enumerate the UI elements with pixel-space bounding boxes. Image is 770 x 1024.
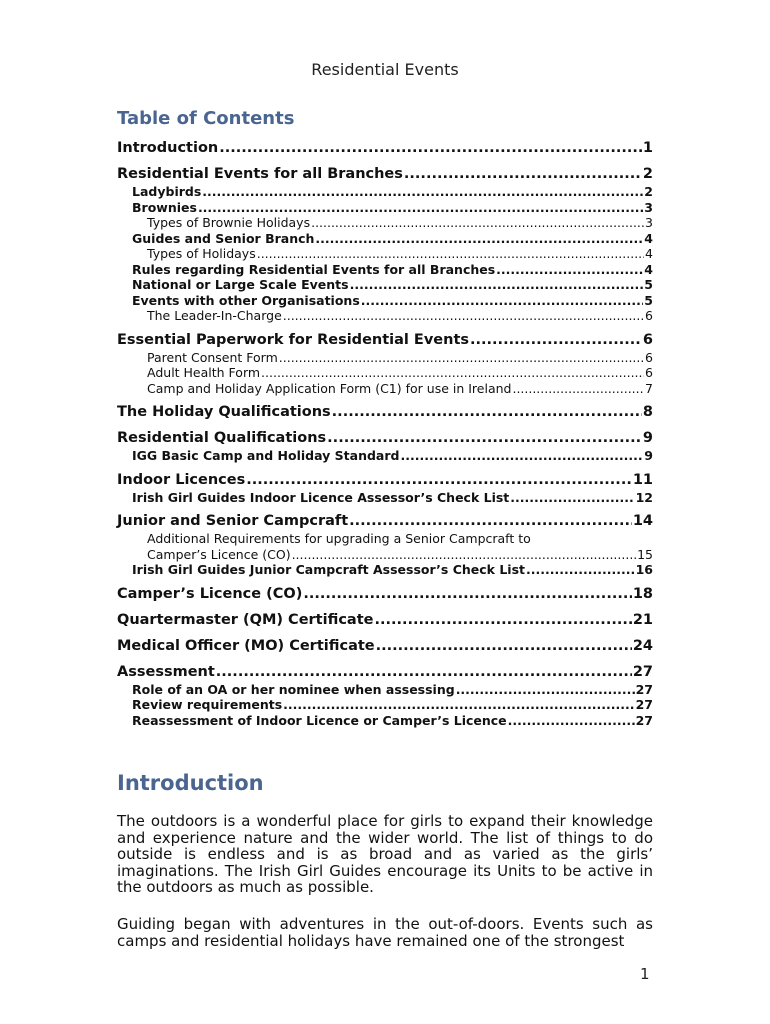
toc-entry-title: Parent Consent Form [147, 349, 278, 365]
toc-entry[interactable] [117, 531, 653, 562]
toc-leader-dots [456, 682, 635, 698]
toc-leader-dots [246, 471, 632, 490]
toc-entry[interactable] [117, 200, 653, 216]
toc-leader-dots [219, 139, 642, 158]
toc-entry[interactable] [117, 293, 653, 309]
toc-entry-page: 4 [644, 230, 653, 246]
toc-entry[interactable] [117, 512, 653, 531]
toc-entry-page: 7 [645, 380, 653, 396]
toc-leader-dots [512, 381, 644, 397]
toc-entry-page: 3 [645, 215, 653, 230]
introduction-heading: Introduction [117, 771, 264, 795]
toc-entry[interactable] [117, 246, 653, 262]
toc-entry-page: 4 [644, 261, 653, 277]
toc-leader-dots [292, 547, 637, 563]
toc-leader-dots [257, 246, 644, 262]
toc-entry-title: Events with other Organisations [132, 292, 360, 308]
toc-leader-dots [508, 713, 635, 729]
toc-entry-page: 12 [635, 489, 653, 505]
toc-leader-dots [350, 277, 644, 293]
toc-entry-page: 6 [645, 349, 653, 365]
toc-entry-title: Essential Paperwork for Residential Events [117, 331, 470, 348]
toc-leader-dots [327, 429, 642, 448]
toc-leader-dots [315, 231, 643, 247]
toc-entry-page: 5 [644, 277, 653, 292]
toc-entry-title: IGG Basic Camp and Holiday Standard [132, 448, 400, 463]
toc-leader-dots [332, 403, 642, 422]
toc-entry-page: 9 [642, 430, 653, 446]
toc-title: Table of Contents [117, 108, 295, 129]
toc-entry-page: 14 [632, 513, 653, 529]
toc-entry[interactable] [117, 331, 653, 350]
toc-entry-page: 11 [632, 471, 653, 488]
toc-entry-page: 16 [635, 562, 653, 577]
toc-entry-page: 24 [632, 637, 653, 654]
toc-entry[interactable] [117, 365, 653, 381]
toc-entry-title: Types of Holidays [147, 246, 256, 261]
toc-leader-dots [470, 331, 642, 350]
toc-entry-page: 5 [644, 292, 653, 308]
toc-entry[interactable] [117, 350, 653, 366]
toc-entry-title: Review requirements [132, 697, 283, 712]
toc-entry-title: Residential Events for all Branches [117, 166, 403, 182]
toc-entry-title: Brownies [132, 199, 197, 215]
toc-entry[interactable] [117, 448, 653, 464]
toc-entry-title: Reassessment of Indoor Licence or Camper’s Licence [132, 712, 507, 728]
toc-entry-title: Guides and Senior Branch [132, 230, 315, 246]
toc-leader-dots [303, 585, 631, 604]
toc-entry-page: 6 [645, 308, 653, 323]
introduction-paragraph-continued: Guiding began with adventures in the out-of-doors. Events such as camps and residential holidays have remained one of the strongest [117, 915, 653, 950]
toc-leader-dots [496, 262, 643, 278]
running-header: Residential Events [311, 60, 459, 79]
toc-entry-page: 27 [635, 681, 653, 697]
toc-entry-page: 1 [642, 140, 653, 156]
toc-entry-title-line1: Additional Requirements for upgrading a Senior Campcraft to [147, 531, 531, 546]
toc-entry[interactable] [117, 637, 653, 656]
toc-leader-dots [526, 562, 635, 578]
toc-leader-dots [311, 215, 644, 231]
toc-entry-title: Quartermaster (QM) Certificate [117, 611, 374, 628]
toc-leader-dots [510, 490, 634, 506]
toc-entry-page: 4 [645, 246, 653, 261]
toc-entry[interactable] [117, 697, 653, 713]
toc-entry-title: Adult Health Form [147, 365, 261, 380]
toc-entry-title: Camper’s Licence (CO) [147, 546, 291, 562]
toc-entry[interactable] [117, 429, 653, 448]
toc-entry-title: Camp and Holiday Application Form (C1) for use in Ireland [147, 380, 512, 396]
toc-entry-title: Indoor Licences [117, 471, 246, 488]
toc-entry-page: 8 [642, 404, 653, 420]
toc-entry[interactable] [117, 165, 653, 184]
toc-entry[interactable] [117, 471, 653, 490]
toc-entry[interactable] [117, 663, 653, 682]
toc-entry-title: Irish Girl Guides Indoor Licence Assessor’s Check List [132, 489, 510, 505]
toc-entry-page: 27 [632, 663, 653, 680]
toc-entry[interactable] [117, 139, 653, 158]
toc-entry-title: Rules regarding Residential Events for all Branches [132, 261, 496, 277]
toc-entry[interactable] [117, 381, 653, 397]
toc-entry-page: 27 [635, 712, 653, 728]
toc-entry-title: Irish Girl Guides Junior Campcraft Assessor’s Check List [132, 562, 526, 577]
toc-entry[interactable] [117, 562, 653, 578]
toc-entry-page: 6 [645, 365, 653, 380]
toc-entry-title: Residential Qualifications [117, 430, 327, 446]
toc-leader-dots [279, 350, 644, 366]
toc-leader-dots [400, 448, 643, 464]
toc-leader-dots [216, 663, 632, 682]
toc-entry-page: 3 [644, 199, 653, 215]
toc-entry-page: 6 [642, 331, 653, 348]
toc-entry[interactable] [117, 184, 653, 200]
toc-entry-page: 2 [642, 166, 653, 182]
toc-entry[interactable] [117, 490, 653, 506]
toc-entry[interactable] [117, 262, 653, 278]
toc-entry[interactable] [117, 403, 653, 422]
toc-entry-title: The Holiday Qualifications [117, 404, 331, 420]
table-of-contents [117, 139, 653, 728]
toc-entry[interactable] [117, 308, 653, 324]
toc-leader-dots [283, 308, 644, 324]
toc-entry-page: 9 [644, 448, 653, 463]
toc-entry-title: Introduction [117, 140, 219, 156]
toc-entry[interactable] [117, 277, 653, 293]
toc-leader-dots [361, 293, 644, 309]
toc-entry-title: Ladybirds [132, 184, 202, 199]
toc-leader-dots [404, 165, 642, 184]
toc-entry-title: Medical Officer (MO) Certificate [117, 637, 375, 654]
toc-entry-title: Assessment [117, 663, 215, 680]
toc-leader-dots [202, 184, 643, 200]
toc-entry-page: 27 [635, 697, 653, 712]
toc-leader-dots [376, 637, 632, 656]
toc-entry[interactable] [117, 611, 653, 630]
toc-leader-dots [198, 200, 643, 216]
toc-entry-title: The Leader-In-Charge [147, 308, 282, 323]
toc-entry-title: Role of an OA or her nominee when assessing [132, 681, 455, 697]
toc-leader-dots [374, 611, 631, 630]
toc-entry-title: Junior and Senior Campcraft [117, 513, 349, 529]
toc-entry-title: Camper’s Licence (CO) [117, 585, 303, 602]
toc-entry-page: 2 [644, 184, 653, 199]
toc-entry[interactable] [117, 231, 653, 247]
toc-entry-page: 18 [632, 585, 653, 602]
toc-entry[interactable] [117, 682, 653, 698]
toc-entry[interactable] [117, 713, 653, 729]
toc-entry-page: 21 [632, 611, 653, 628]
toc-leader-dots [349, 512, 632, 531]
toc-entry[interactable] [117, 585, 653, 604]
toc-entry-title: National or Large Scale Events [132, 277, 349, 292]
toc-entry[interactable] [117, 215, 653, 231]
toc-leader-dots [283, 697, 634, 713]
toc-entry-title: Types of Brownie Holidays [147, 215, 311, 230]
toc-leader-dots [261, 365, 644, 381]
page-number: 1 [640, 965, 650, 983]
toc-entry-page: 15 [637, 546, 653, 562]
introduction-paragraph: The outdoors is a wonderful place for girls to expand their knowledge and experience nature and the wider world. The list of things to do outside is endless and is as broad and as varied as the girls’ imaginations. The Irish Girl Guides encourage its Units to be active in the outdoors as much as possible. [117, 812, 653, 896]
